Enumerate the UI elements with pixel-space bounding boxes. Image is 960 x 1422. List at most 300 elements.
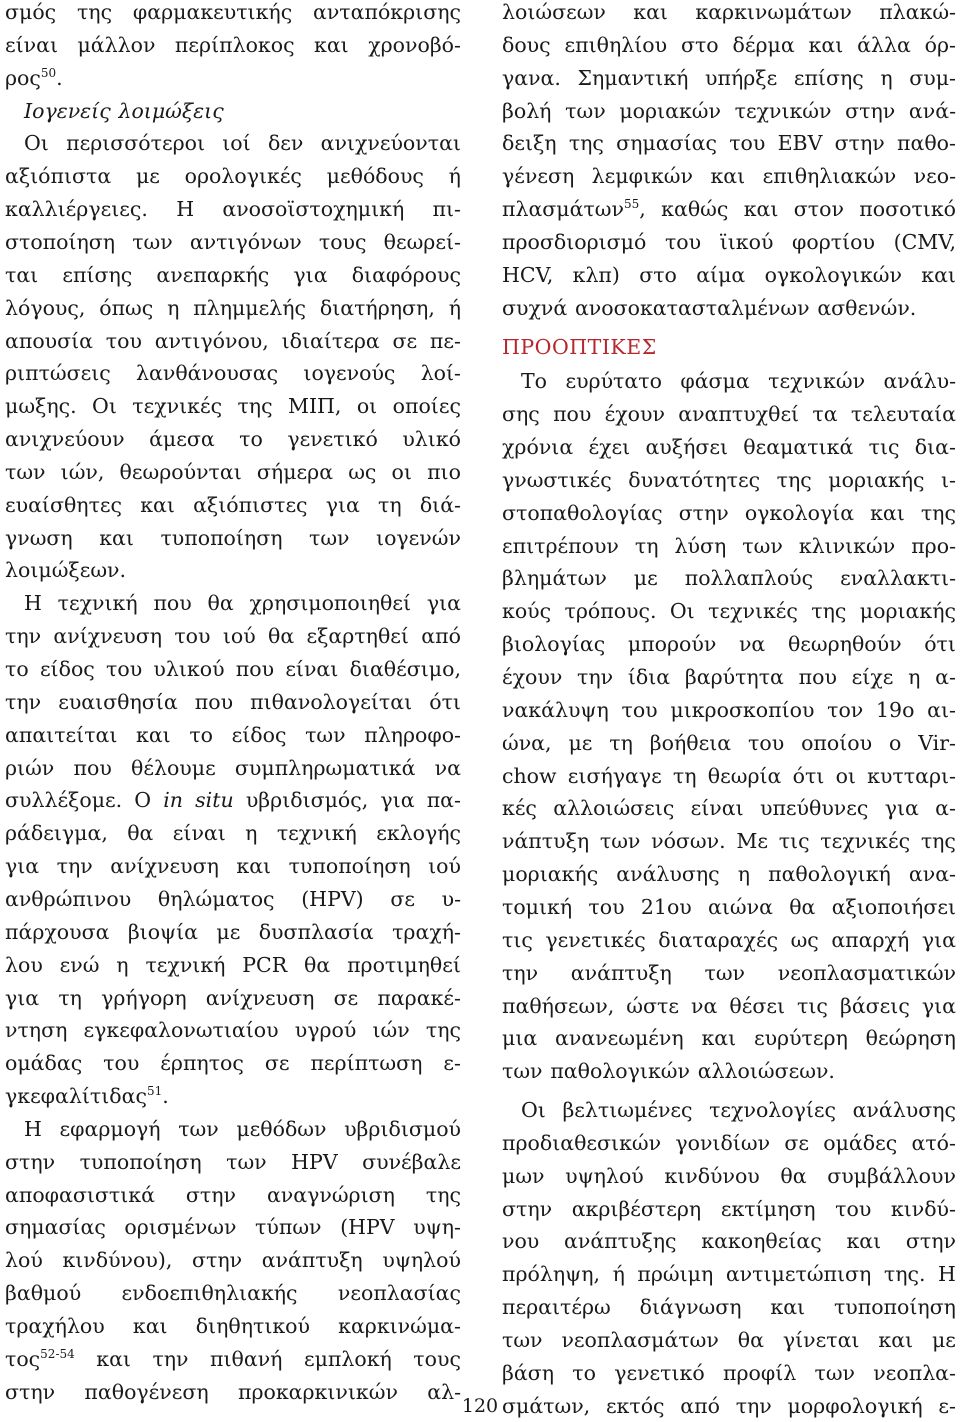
word: πιθανή [210, 1346, 283, 1371]
word: του [588, 894, 625, 919]
word: τεχνική [145, 952, 226, 977]
word: αντιγόνου, [154, 328, 269, 353]
word: οι [835, 763, 856, 788]
word: PCR [242, 952, 288, 977]
word: οποίες [392, 394, 461, 419]
word: εφαρμογή [59, 1116, 161, 1141]
word: πε- [429, 328, 461, 353]
word: ράδειγμα, [5, 821, 108, 846]
word: διατήρηση, [319, 295, 435, 320]
text-line [502, 398, 956, 431]
text-line [502, 1357, 956, 1390]
word: ριών [5, 755, 55, 780]
word: δεν [267, 131, 304, 156]
word: θεωρούνται [119, 459, 242, 484]
word: στην [834, 131, 885, 156]
word: τεχνικών [768, 369, 866, 394]
word: γρήγορη [101, 985, 187, 1010]
word: φάσμα [680, 369, 750, 394]
word: λοιώσεων [502, 0, 606, 24]
word: αλλοιώσεις [553, 796, 675, 821]
word: για [380, 788, 415, 813]
text-line [5, 883, 461, 916]
word: των [704, 960, 746, 985]
word: ανιχνεύονται [320, 131, 461, 156]
word: 21ου [640, 894, 692, 919]
word: σμός [5, 0, 57, 24]
word: σήμερα [256, 459, 334, 484]
text-line [502, 431, 956, 464]
text-line [5, 1113, 461, 1146]
word: στην [191, 1248, 243, 1273]
text-line [502, 1055, 956, 1088]
text-line [5, 752, 461, 785]
word: τομική [502, 894, 573, 919]
word: νακάλυψη [502, 697, 609, 722]
word: νεο- [913, 164, 956, 189]
citation-superscript: 50 [40, 65, 57, 80]
word: την [577, 665, 614, 689]
word: νόσων. [651, 829, 726, 854]
word: στην [678, 500, 729, 525]
word: επίσης [62, 262, 133, 287]
word: κυτταρι- [867, 763, 956, 788]
word: chow [502, 763, 557, 788]
word: περαιτέρω [502, 1295, 611, 1320]
text-line [5, 554, 461, 587]
word: συμπληρωματικά [234, 755, 416, 780]
word: μια [502, 1026, 538, 1051]
word: βλημάτων [502, 566, 607, 591]
word: της. [883, 1262, 926, 1287]
word: επίσης [793, 65, 864, 90]
word: γίνεται [782, 1328, 860, 1352]
word: αλλοιώσεων. [697, 1059, 835, 1084]
word: είναι [690, 796, 744, 821]
word: υψηλού [565, 1163, 644, 1188]
word: α- [935, 665, 956, 689]
word: μοριακής [502, 862, 599, 887]
word: καρκινώμα- [338, 1314, 461, 1338]
word: ΜΙΠ, [287, 394, 342, 419]
word: η [116, 952, 129, 977]
word: ως [790, 927, 819, 952]
word: και [770, 1295, 806, 1320]
text-line [502, 858, 956, 891]
word: των [502, 1328, 543, 1352]
text-line [502, 957, 956, 990]
word: ε- [938, 1393, 956, 1418]
word: μοριακής [859, 599, 956, 624]
word: σημασίας [5, 1215, 106, 1240]
word: ντηση [5, 1018, 68, 1043]
text-line [5, 522, 461, 555]
word: λοιμώξεων. [5, 558, 127, 583]
word: πλακώ- [879, 0, 956, 24]
word: 19ο [876, 697, 915, 722]
word: νεοπλασίας [337, 1281, 461, 1306]
word: απαρχή [831, 927, 910, 952]
text-line [5, 916, 461, 949]
word: δια- [914, 435, 956, 460]
word: και [878, 1328, 914, 1352]
word: και [96, 1346, 131, 1371]
text-line [5, 1211, 461, 1244]
word: μορφολογική [787, 1393, 923, 1418]
word: η [167, 295, 180, 320]
text-line [502, 464, 956, 497]
word: τεχνικές [708, 599, 798, 624]
word: συχνά [502, 295, 568, 320]
word: νου [502, 1229, 540, 1254]
word: προκαρκινικών [237, 1379, 398, 1404]
text-line [502, 760, 956, 793]
word: τις [778, 829, 810, 854]
word: ανταπόκρισης [313, 0, 461, 24]
word: της [811, 599, 847, 624]
word: επιθηλίου [564, 32, 668, 57]
word: έχουν [502, 665, 563, 689]
word: της [920, 500, 956, 525]
word: την [152, 1346, 189, 1371]
word: τεχνολογίες [709, 1098, 837, 1123]
word: το [189, 722, 214, 747]
text-line [5, 686, 461, 719]
text-line [502, 595, 956, 628]
word: είναι [285, 657, 339, 681]
word: και [136, 722, 171, 747]
word: η [245, 821, 258, 846]
word: το [572, 1360, 596, 1385]
word: πρόληψη, [502, 1262, 601, 1287]
word: των [5, 459, 46, 484]
word: προσδιορισμό [502, 229, 647, 254]
word: Η [938, 1262, 956, 1287]
text-line [502, 694, 956, 727]
word: αιώνα [708, 894, 773, 919]
word: της [920, 829, 956, 854]
word: (CMV, [893, 229, 956, 254]
word: για [5, 985, 40, 1010]
word: EBV [777, 131, 823, 156]
word: είδος [231, 722, 287, 747]
word: τυποποίηση [288, 854, 411, 879]
word: που [553, 402, 592, 427]
text-line [5, 1146, 461, 1179]
word: υβριδισμού [344, 1116, 461, 1141]
word: έχουν [604, 402, 665, 427]
word: λεμφικών [591, 164, 693, 189]
word: και [710, 164, 746, 189]
word: Vir- [918, 730, 956, 755]
word: τελευταία [850, 402, 956, 427]
word: ιού [222, 624, 256, 649]
word: πάρχουσα [5, 919, 110, 944]
word: είδος [39, 657, 95, 681]
word: εκτίμηση [720, 1196, 816, 1221]
word: κούς [502, 599, 552, 624]
word: φορτίου [792, 229, 875, 254]
word: τη [672, 763, 697, 788]
word: HPV [291, 1149, 338, 1174]
word: πολλαπλούς [684, 566, 814, 591]
word: για [293, 262, 328, 287]
text-line [5, 817, 461, 850]
word: ανανεωμένη [555, 1026, 684, 1051]
word: προφίλ [722, 1360, 797, 1385]
word: θηλώματος [157, 886, 275, 911]
word: κακοηθείας [701, 1229, 822, 1254]
word: μοριακών [619, 98, 721, 123]
word: σε [390, 886, 415, 911]
word: η [908, 665, 921, 689]
word: περίπλοκος [174, 32, 295, 57]
word: υλικού [153, 657, 225, 681]
word: πλασμάτων$^{55}$, [502, 197, 646, 222]
word: καθώς [661, 197, 729, 222]
word: του [621, 697, 658, 722]
word: ανίχνευση [205, 985, 315, 1010]
word: ιογενούς [303, 361, 396, 386]
word: γανα. [502, 65, 561, 90]
word: την [502, 960, 539, 985]
word: συμβάλλουν [827, 1163, 956, 1188]
word: πα- [426, 788, 461, 813]
word: λοί- [420, 361, 461, 386]
word: δυσπλασία [258, 919, 374, 944]
text-line [5, 1047, 461, 1080]
word: τους [318, 229, 367, 254]
word: μωξης. [5, 394, 77, 419]
word: τη [378, 492, 402, 517]
word: θα [268, 624, 295, 649]
text-line [5, 489, 461, 522]
text-line [502, 661, 956, 694]
word: μάλλον [77, 32, 156, 57]
word: βιοψία [127, 919, 199, 944]
word: ή [448, 295, 461, 320]
word: ανίχνευση [53, 624, 163, 649]
word: οι [356, 394, 378, 419]
word: νεοπλα- [873, 1360, 956, 1385]
word: των [309, 525, 350, 550]
word: του [106, 657, 143, 681]
word: και [808, 32, 844, 57]
word: λανθάνουσας [136, 361, 279, 386]
text-line [502, 160, 956, 193]
word: την [5, 624, 42, 649]
word: παθήσεων, [502, 993, 615, 1018]
text-line [502, 1127, 956, 1160]
word: Η [24, 591, 42, 616]
word: διαφόρους [351, 262, 461, 287]
word: είναι [5, 32, 59, 57]
word: της [76, 0, 113, 24]
word: εξαρτηθεί [306, 624, 409, 649]
word: περίπτωση [310, 1051, 423, 1076]
word: ανάλυσης [852, 1098, 956, 1123]
text-line [5, 1277, 461, 1310]
word: δους [502, 32, 551, 57]
word: ίδια [627, 665, 671, 689]
word: όπως [99, 295, 154, 320]
word: ιδιαίτερα [281, 328, 380, 353]
text-line [5, 949, 461, 982]
word: σε [392, 328, 418, 353]
word: τα [812, 402, 838, 427]
word: ότι [792, 763, 825, 788]
word: Η [176, 197, 195, 222]
word: βιολογίας [502, 632, 606, 657]
text-line [5, 1179, 461, 1212]
word: ΠΡΟΟΠΤΙΚΕΣ [502, 334, 657, 359]
word: γονιδίων [675, 1130, 771, 1155]
word: θέσει [729, 993, 785, 1018]
word: α- [935, 796, 956, 821]
word: στο [639, 262, 677, 287]
text-line [502, 365, 956, 398]
word: άμεσα [149, 427, 215, 452]
word: Η [24, 1116, 42, 1141]
word: και [846, 1229, 882, 1254]
text-line [5, 193, 461, 226]
word: γκεφαλίτιδας$^{51}$. [5, 1084, 169, 1109]
text-line [5, 1343, 461, 1376]
word: της [425, 1182, 461, 1207]
word: νεοπλασματικών [777, 960, 956, 985]
word: του [748, 730, 785, 755]
word: το [239, 427, 263, 452]
word: ανίχνευση [110, 854, 219, 879]
word: είναι [172, 821, 226, 846]
word: χρόνια [502, 435, 574, 460]
word: in [163, 788, 184, 813]
text-line [502, 226, 956, 259]
word: που [73, 755, 112, 780]
text-line [5, 0, 461, 29]
word: προδιαθεσικών [502, 1130, 662, 1155]
word: δέρμα [732, 32, 795, 57]
word: πιο [427, 459, 461, 484]
word: ώνα, [502, 730, 552, 755]
text-line [5, 292, 461, 325]
word: την [735, 1393, 772, 1418]
word: παθολογικών [550, 1059, 690, 1084]
word: βολή [502, 98, 552, 123]
word: των [305, 722, 346, 747]
word: τεχνική [57, 591, 138, 616]
word: Οι [669, 599, 695, 624]
word: των [226, 1149, 267, 1174]
word: μπορούν [627, 632, 717, 657]
text-line [5, 1310, 461, 1343]
text-line [5, 423, 461, 456]
word: διάγνωση [639, 1295, 742, 1320]
word: θεωρηθούν [787, 632, 902, 657]
word: τυποποίηση [833, 1295, 956, 1320]
word: τους [413, 1346, 461, 1371]
word: ατό- [911, 1130, 956, 1155]
word: των [742, 533, 783, 558]
word: ι- [941, 467, 956, 492]
word: λόγους, [5, 295, 86, 320]
word: αυξήσει [645, 435, 728, 460]
word: ιού [428, 854, 461, 879]
word: να [691, 993, 718, 1018]
word: τυποποίηση [79, 1149, 202, 1174]
word: αίμα [696, 262, 746, 287]
word: μεθόδους [326, 164, 424, 189]
word: των [599, 829, 641, 854]
text-line [5, 62, 461, 95]
word: αξιόπιστες [193, 492, 308, 517]
word: δυνατότητες [628, 467, 761, 492]
text-line [502, 825, 956, 858]
word: ώστε [626, 993, 679, 1018]
word: πρώιμη [637, 1262, 714, 1287]
word: εισήγαγε [567, 763, 662, 788]
word: παθολογική [768, 862, 891, 887]
word: ορολογικές [184, 164, 302, 189]
text-line [5, 325, 461, 358]
text-line [5, 357, 461, 390]
word: πι- [432, 197, 461, 222]
word: συμ- [909, 65, 956, 90]
word: λύση [674, 533, 727, 558]
text-line [5, 456, 461, 489]
word: τις [502, 927, 533, 952]
word: εκλογής [376, 821, 461, 846]
word: για [884, 796, 919, 821]
word: εναλλακτι- [840, 566, 956, 591]
word: Οι [92, 394, 117, 419]
word: ανεπαρκής [156, 262, 270, 287]
word: και [633, 0, 668, 24]
word: αντιμετώπιση [725, 1262, 872, 1287]
word: ανάλυ- [883, 369, 956, 394]
word: με [216, 919, 241, 944]
word: ενδοεπιθηλιακής [121, 1281, 298, 1306]
word: και [99, 525, 134, 550]
word: έχει [588, 435, 631, 460]
word: λοιμώξεις [118, 98, 224, 123]
word: σης [502, 402, 540, 427]
word: τη [58, 985, 82, 1010]
word: με [633, 566, 658, 591]
word: ανα- [908, 862, 956, 887]
word: Σημαντική [577, 65, 689, 90]
word: των [565, 98, 606, 123]
text-line [502, 727, 956, 760]
word: προ- [911, 533, 956, 558]
section-subheading [5, 95, 461, 128]
word: περισσότεροι [66, 131, 206, 156]
text-line [502, 1094, 956, 1127]
word: σε [784, 1130, 809, 1155]
word: θεωρεί- [383, 229, 461, 254]
word: γενετικό [614, 1360, 705, 1385]
text-line [5, 982, 461, 1015]
word: του [105, 328, 142, 353]
word: Το [521, 369, 548, 394]
word: να [434, 755, 461, 780]
word: ότι [924, 632, 956, 657]
text-line [5, 784, 461, 817]
text-line [502, 1324, 956, 1357]
word: ιών [372, 1018, 410, 1043]
text-line [5, 620, 461, 653]
text-line [502, 924, 956, 957]
